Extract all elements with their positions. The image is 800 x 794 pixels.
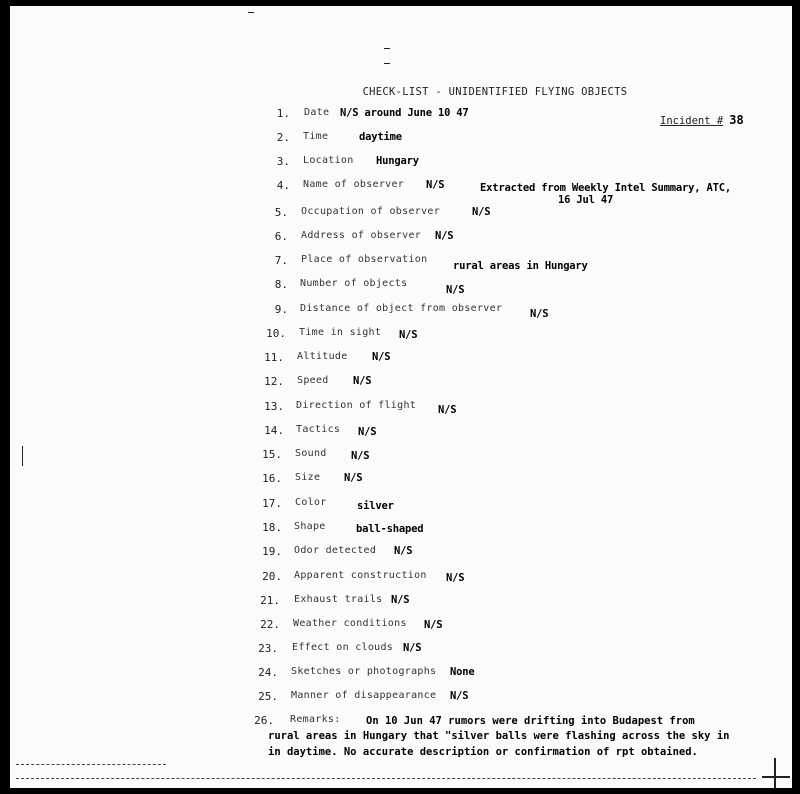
incident-value: 38 [729,113,744,127]
scan-mark-top-2 [384,63,390,64]
remarks-line-3: in daytime. No accurate description or confirmation of rpt obtained. [268,746,698,758]
incident-number [660,113,744,127]
form-title: CHECK-LIST - UNIDENTIFIED FLYING OBJECTS [362,86,628,98]
corner-crop-mark-v [774,758,776,788]
document-page: CHECK-LIST - UNIDENTIFIED FLYING OBJECTS Incident # 38 1. Date N/S around June 10 47 2. Time daytime 3. Location Hungary 4. Name of observer N/S Extracted from Weekly Intel Summary, ATC, 16 Jul 47 5. Occupation of observer N/S 6. Address of observer N/S 7. Place of observation rural areas in Hungary 8. Number of objects N/S 9. Distance of object from observer N/S 10. Time in sight N/S 11. Altitude N/S 12. Speed N/S 13. Direction of flight N/S 14. Tactics N/S 15. Sound N/S 16. Size N/S 17. Color silver 18. Shape ball-shaped 19. Odor detected N/S 20. Apparent construction N/S 21. Exhaust trails N/S 22. Weather conditions N/S 23. Effect on clouds N/S 24. Sketches or photographs None 25. Manner of disappearance N/S 26. Remarks: On 10 Jun 47 rumors were drifting into Budapest from rural areas in Hungary that "silver balls were flashing across the sky in in daytime. No accurate description or confirmation of rpt obtained. [10,6,792,788]
source-note-line2: 16 Jul 47 [558,194,614,206]
source-note-line1: Extracted from Weekly Intel Summary, ATC, [480,182,731,194]
scan-mark-top [384,48,390,49]
corner-crop-mark-h [762,776,790,778]
bottom-dashed-line [16,764,166,765]
incident-label: Incident # [660,115,724,127]
left-edge-mark [22,446,23,466]
remarks-line-1: On 10 Jun 47 rumors were drifting into Budapest from [366,715,695,727]
remarks-line-2: rural areas in Hungary that "silver balls were flashing across the sky in [268,730,730,742]
bottom-dashed-line-2 [16,778,756,779]
scan-mark-corner [248,12,254,13]
